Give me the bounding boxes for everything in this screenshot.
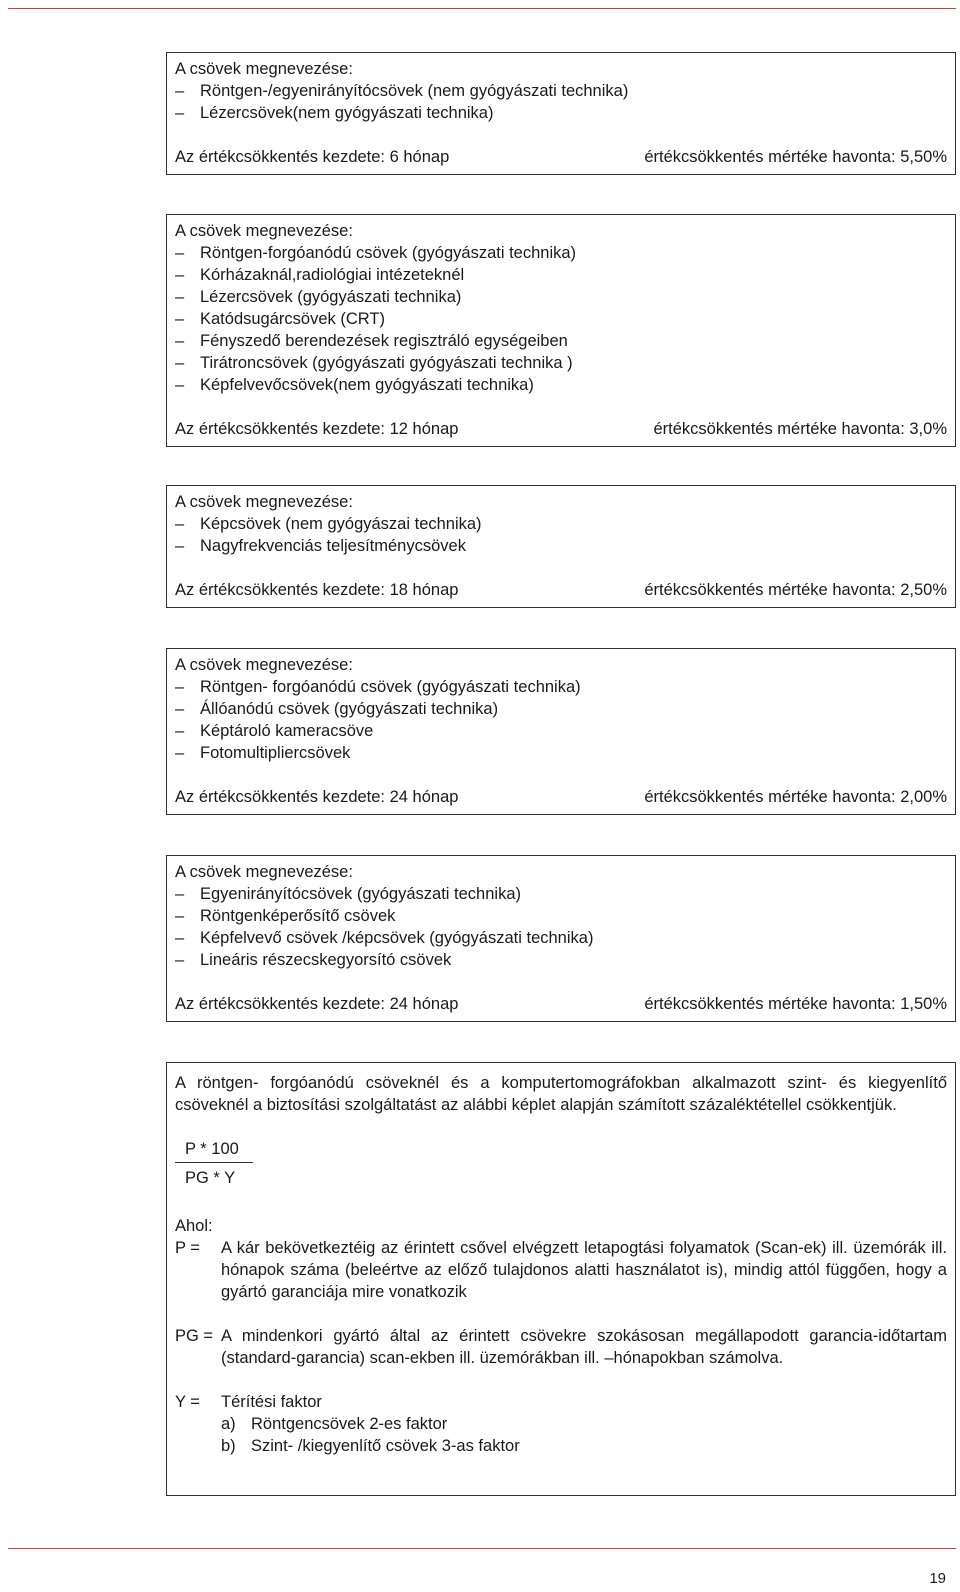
list-item: – Katódsugárcsövek (CRT) [175,308,947,330]
where-label: Ahol: [175,1217,213,1235]
depreciation-box-1 [166,52,956,175]
list-item: – Képtároló kameracsöve [175,720,947,742]
definition-text: A kár bekövetkeztéig az érintett csővel elvégzett letapogtási folyamatok (Scan-ek) ill. üzemórák ill. hónapok száma (beleértve az előző tulajdonos alatti használatot is), mindig attól függően, hogy a gyártó garanciája mire vonatkozik [221,1239,947,1301]
list-item: – Fényszedő berendezések regisztráló egységeiben [175,330,947,352]
page-number: 19 [929,1570,946,1587]
depreciation-box-3 [166,485,956,608]
depreciation-terms [175,418,947,440]
list-item: – Egyenirányítócsövek (gyógyászati technika) [175,883,947,905]
list-item: – Lineáris részecskegyorsító csövek [175,949,947,971]
depreciation-terms [175,579,947,601]
definition-y [175,1391,947,1457]
formula-denominator: PG * Y [185,1169,236,1187]
depreciation-start: Az értékcsökkentés kezdete: 12 hónap [175,420,459,438]
factor-option [221,1413,947,1435]
list-item: – Röntgen- forgóanódú csövek (gyógyászati technika) [175,676,947,698]
depreciation-box-4 [166,648,956,815]
list-item: – Nagyfrekvenciás teljesítménycsövek [175,535,947,557]
formula-intro: A röntgen- forgóanódú csöveknél és a komputertomográfokban alkalmazott szint- és kiegyenlítő csöveknél a biztosítási szolgáltatást az alábbi képlet alapján számított százaléktétellel csökkentjük. [175,1074,947,1114]
depreciation-start: Az értékcsökkentés kezdete: 18 hónap [175,581,459,599]
depreciation-start: Az értékcsökkentés kezdete: 24 hónap [175,995,459,1013]
list-item: – Képcsövek (nem gyógyászai technika) [175,513,947,535]
top-rule [8,8,956,9]
depreciation-box-5 [166,855,956,1022]
depreciation-start: Az értékcsökkentés kezdete: 6 hónap [175,148,450,166]
formula-numerator: P * 100 [175,1138,253,1163]
list-item: – Tirátroncsövek (gyógyászati gyógyászati technika ) [175,352,947,374]
list-item: – Lézercsövek (gyógyászati technika) [175,286,947,308]
list-item: – Képfelvevőcsövek(nem gyógyászati technika) [175,374,947,396]
factor-option [221,1435,947,1457]
list-item: – Röntgen-/egyenirányítócsövek (nem gyógyászati technika) [175,80,947,102]
list-item: – Fotomultipliercsövek [175,742,947,764]
depreciation-terms [175,786,947,808]
option-text: Szint- /kiegyenlítő csövek 3-as faktor [251,1437,520,1455]
definition-symbol: Y = [175,1393,200,1411]
list-item: – Röntgen-forgóanódú csövek (gyógyászati technika) [175,242,947,264]
depreciation-terms [175,993,947,1015]
box-heading: A csövek megnevezése: [175,863,353,881]
list-item: – Képfelvevő csövek /képcsövek (gyógyászati technika) [175,927,947,949]
formula [175,1138,253,1187]
definition-text: A mindenkori gyártó által az érintett csövekre szokásosan megállapodott garancia-időtartam (standard-garancia) scan-ekben ill. üzemórákban ill. –hónapokban számolva. [221,1327,947,1367]
box-heading: A csövek megnevezése: [175,60,353,78]
option-label: a) [221,1415,236,1433]
depreciation-rate: értékcsökkentés mértéke havonta: 5,50% [644,148,947,166]
depreciation-rate: értékcsökkentés mértéke havonta: 3,0% [653,420,947,438]
option-label: b) [221,1437,236,1455]
list-item: – Kórházaknál,radiológiai intézeteknél [175,264,947,286]
list-item: – Állóanódú csövek (gyógyászati technika) [175,698,947,720]
box-heading: A csövek megnevezése: [175,222,353,240]
definition-text: Térítési faktor [221,1393,322,1411]
box-heading: A csövek megnevezése: [175,493,353,511]
definition-pg [175,1325,947,1369]
depreciation-rate: értékcsökkentés mértéke havonta: 2,50% [644,581,947,599]
definition-p [175,1237,947,1303]
depreciation-box-2 [166,214,956,447]
option-text: Röntgencsövek 2-es faktor [251,1415,448,1433]
bottom-rule [8,1548,956,1549]
depreciation-start: Az értékcsökkentés kezdete: 24 hónap [175,788,459,806]
formula-box [166,1062,956,1496]
depreciation-rate: értékcsökkentés mértéke havonta: 2,00% [644,788,947,806]
depreciation-rate: értékcsökkentés mértéke havonta: 1,50% [644,995,947,1013]
definitions [175,1215,947,1457]
box-heading: A csövek megnevezése: [175,656,353,674]
list-item: – Röntgenképerősítő csövek [175,905,947,927]
definition-symbol: PG = [175,1327,214,1345]
definition-symbol: P = [175,1239,200,1257]
depreciation-terms [175,146,947,168]
list-item: – Lézercsövek(nem gyógyászati technika) [175,102,947,124]
